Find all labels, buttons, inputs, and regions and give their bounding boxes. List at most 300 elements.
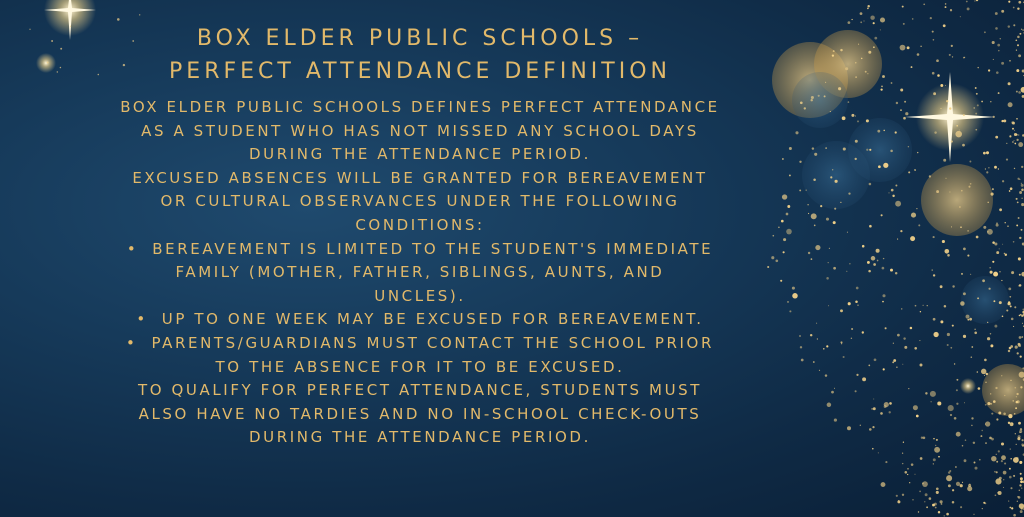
gold-dust-particle [908, 146, 909, 147]
gold-dust-particle [855, 115, 856, 116]
gold-dust-particle [880, 412, 883, 415]
gold-dust-particle [897, 334, 900, 337]
gold-dust-particle [1014, 413, 1016, 415]
gold-dust-particle [855, 76, 857, 78]
gold-dust-particle [1016, 118, 1018, 120]
gold-dust-particle [996, 454, 997, 455]
gold-dust-particle [883, 368, 885, 370]
gold-dust-particle [1005, 222, 1006, 223]
gold-dust-particle [1017, 501, 1018, 502]
excused-paragraph [40, 167, 800, 238]
gold-dust-particle [848, 21, 851, 24]
intro-line: DURING THE ATTENDANCE PERIOD. [249, 145, 591, 164]
gold-dust-particle [996, 461, 998, 463]
gold-dust-particle [988, 288, 990, 290]
gold-dust-particle [1021, 166, 1023, 168]
gold-dust-particle [840, 341, 842, 343]
gold-dust-particle [973, 107, 974, 108]
gold-dust-particle [950, 414, 952, 416]
gold-dust-particle [895, 185, 897, 187]
gold-dust-particle [930, 17, 932, 19]
gold-dust-particle [990, 344, 993, 347]
gold-dust-particle [813, 361, 815, 363]
gold-dust-particle [1020, 480, 1023, 483]
bullet-dot-icon: • [136, 310, 148, 329]
gold-dust-particle [987, 202, 988, 203]
gold-dust-particle [814, 153, 817, 156]
gold-dust-particle [993, 400, 996, 403]
gold-dust-particle [883, 258, 884, 259]
gold-dust-particle [932, 269, 933, 270]
gold-dust-particle [1006, 309, 1008, 311]
gold-dust-particle [1021, 336, 1023, 338]
gold-dust-particle [1018, 134, 1019, 135]
gold-dust-particle [962, 482, 963, 483]
gold-dust-particle [1017, 44, 1019, 46]
excused-line: EXCUSED ABSENCES WILL BE GRANTED FOR BEREAVEMENT [132, 168, 708, 187]
gold-dust-particle [29, 29, 30, 30]
gold-dust-particle [977, 104, 979, 106]
gold-dust-particle [1015, 387, 1017, 389]
gold-dust-particle [1009, 468, 1011, 470]
gold-dust-particle [838, 87, 841, 90]
gold-dust-particle [869, 225, 872, 228]
gold-dust-particle [1016, 139, 1018, 141]
gold-dust-particle [855, 390, 857, 392]
gold-dust-particle [1004, 395, 1005, 396]
gold-dust-particle [834, 208, 836, 210]
gold-dust-particle [1009, 135, 1011, 137]
gold-dust-particle [998, 491, 1002, 495]
bullet-line: TO THE ABSENCE FOR IT TO BE EXCUSED. [215, 357, 625, 376]
gold-dust-particle [923, 3, 925, 5]
gold-dust-particle [960, 301, 964, 305]
gold-dust-particle [823, 348, 825, 350]
gold-dust-particle [949, 470, 951, 472]
excused-line: CONDITIONS: [355, 215, 485, 234]
gold-dust-particle [977, 371, 979, 373]
gold-dust-particle [1008, 25, 1010, 27]
gold-dust-particle [974, 0, 975, 1]
gold-dust-particle [1013, 140, 1014, 141]
gold-dust-particle [935, 445, 936, 446]
gold-dust-particle [902, 463, 903, 464]
gold-dust-particle [892, 361, 894, 363]
gold-dust-particle [1003, 487, 1004, 488]
gold-dust-particle [893, 359, 896, 362]
gold-dust-particle [863, 20, 864, 21]
gold-dust-particle [1011, 318, 1014, 321]
gold-dust-particle [1001, 280, 1002, 281]
gold-dust-particle [811, 96, 814, 99]
intro-line: BOX ELDER PUBLIC SCHOOLS DEFINES PERFECT ATTENDANCE [120, 98, 720, 116]
gold-dust-particle [1017, 7, 1019, 9]
gold-dust-particle [873, 263, 876, 266]
gold-dust-particle [990, 101, 991, 102]
gold-dust-particle [954, 417, 957, 420]
gold-dust-particle [828, 262, 829, 263]
gold-dust-particle [828, 305, 829, 306]
gold-dust-particle [956, 403, 958, 405]
gold-dust-particle [996, 471, 998, 473]
gold-dust-particle [987, 402, 990, 405]
gold-dust-particle [1018, 1, 1021, 4]
gold-dust-particle [826, 277, 829, 280]
gold-dust-particle [940, 320, 943, 323]
gold-dust-particle [948, 484, 951, 487]
gold-dust-particle [984, 375, 985, 376]
gold-dust-particle [1010, 422, 1014, 426]
gold-dust-particle [874, 37, 877, 40]
gold-dust-particle [896, 495, 898, 497]
gold-dust-particle [922, 481, 928, 487]
gold-dust-particle [936, 487, 939, 490]
gold-dust-particle [933, 274, 935, 276]
gold-dust-particle [826, 218, 829, 221]
gold-dust-particle [971, 356, 973, 358]
gold-dust-particle [1013, 457, 1019, 463]
gold-dust-particle [1015, 407, 1017, 409]
gold-dust-particle [969, 318, 972, 321]
gold-dust-particle [910, 327, 913, 330]
gold-dust-particle [1012, 128, 1014, 130]
gold-dust-particle [985, 442, 986, 443]
list-item [40, 238, 800, 309]
gold-dust-particle [825, 147, 826, 148]
title-line-1: BOX ELDER PUBLIC SCHOOLS – [196, 26, 644, 51]
gold-dust-particle [1014, 306, 1016, 308]
gold-dust-particle [1016, 393, 1018, 395]
gold-dust-particle [1019, 274, 1021, 276]
gold-dust-particle [973, 442, 975, 444]
gold-dust-particle [824, 95, 826, 97]
gold-dust-particle [888, 192, 889, 193]
gold-dust-particle [992, 241, 995, 244]
gold-dust-particle [890, 269, 893, 272]
gold-dust-particle [1017, 437, 1020, 440]
gold-dust-particle [1014, 130, 1015, 131]
gold-dust-particle [903, 117, 906, 120]
gold-dust-particle [867, 5, 869, 7]
gold-dust-particle [995, 478, 1001, 484]
gold-dust-particle [975, 87, 977, 89]
gold-dust-particle [881, 214, 883, 216]
gold-dust-particle [847, 232, 848, 233]
gold-dust-particle [999, 248, 1000, 249]
gold-dust-particle [891, 82, 893, 84]
gold-dust-particle [896, 102, 898, 104]
gold-dust-particle [993, 116, 995, 118]
gold-dust-particle [800, 101, 803, 104]
gold-dust-particle [945, 249, 950, 254]
gold-dust-particle [920, 364, 923, 367]
gold-dust-particle [816, 323, 817, 324]
gold-dust-particle [867, 7, 869, 9]
gold-dust-particle [841, 343, 842, 344]
gold-dust-particle [871, 408, 873, 410]
gold-dust-particle [1016, 49, 1017, 50]
gold-dust-particle [1016, 224, 1018, 226]
bullet-line: UP TO ONE WEEK MAY BE EXCUSED FOR BEREAVEMENT. [161, 310, 704, 329]
gold-dust-particle [810, 99, 812, 101]
gold-dust-particle [914, 474, 915, 475]
gold-dust-particle [871, 256, 876, 261]
gold-dust-particle [992, 41, 995, 44]
gold-dust-particle [1015, 433, 1016, 434]
gold-dust-particle [947, 344, 949, 346]
gold-dust-particle [1018, 142, 1023, 147]
gold-dust-particle [1001, 120, 1003, 122]
gold-dust-particle [905, 112, 908, 115]
gold-dust-particle [948, 405, 954, 411]
gold-dust-particle [891, 189, 894, 192]
gold-dust-particle [869, 428, 872, 431]
gold-dust-particle [932, 72, 935, 75]
gold-dust-particle [943, 159, 946, 162]
gold-dust-particle [993, 272, 998, 277]
gold-dust-particle [985, 404, 987, 406]
gold-dust-particle [1019, 461, 1022, 464]
gold-dust-particle [857, 304, 859, 306]
gold-dust-particle [984, 359, 987, 362]
gold-dust-particle [851, 19, 852, 20]
gold-dust-particle [1014, 168, 1015, 169]
gold-dust-particle [962, 445, 964, 447]
gold-dust-particle [1017, 178, 1019, 180]
gold-dust-particle [956, 389, 958, 391]
gold-dust-particle [933, 332, 938, 337]
gold-dust-particle [1016, 134, 1018, 136]
gold-dust-particle [950, 9, 952, 11]
gold-dust-particle [960, 16, 961, 17]
gold-dust-particle [923, 436, 926, 439]
gold-dust-particle [911, 66, 913, 68]
gold-dust-particle [808, 213, 809, 214]
gold-dust-particle [908, 388, 909, 389]
gold-dust-particle [930, 391, 936, 397]
gold-dust-particle [999, 271, 1000, 272]
gold-dust-particle [1017, 496, 1018, 497]
gold-dust-particle [848, 101, 850, 103]
gold-dust-particle [955, 131, 961, 137]
gold-dust-particle [911, 463, 914, 466]
gold-dust-particle [947, 333, 950, 336]
gold-dust-particle [896, 367, 897, 368]
gold-dust-particle [1021, 29, 1022, 30]
gold-dust-particle [1001, 375, 1002, 376]
gold-dust-particle [1018, 54, 1021, 57]
gold-dust-particle [1018, 422, 1021, 425]
gold-dust-particle [967, 255, 969, 257]
gold-dust-particle [139, 14, 140, 15]
gold-dust-particle [897, 239, 898, 240]
gold-dust-particle [1007, 226, 1008, 227]
gold-dust-particle [833, 267, 836, 270]
gold-dust-particle [1001, 460, 1003, 462]
text-content [40, 22, 800, 450]
gold-dust-particle [814, 225, 816, 227]
gold-dust-particle [967, 230, 969, 232]
gold-dust-particle [985, 382, 986, 383]
gold-dust-particle [991, 438, 994, 441]
gold-dust-particle [916, 415, 919, 418]
gold-dust-particle [1017, 400, 1020, 403]
gold-dust-particle [937, 74, 940, 77]
gold-dust-particle [980, 435, 982, 437]
gold-dust-particle [931, 401, 932, 402]
gold-dust-particle [1003, 479, 1004, 480]
gold-dust-particle [1022, 439, 1024, 441]
gold-dust-particle [935, 507, 937, 509]
gold-dust-particle [1001, 62, 1004, 65]
gold-dust-particle [951, 140, 953, 142]
gold-dust-particle [977, 67, 978, 68]
gold-dust-particle [938, 511, 940, 513]
gold-dust-particle [987, 337, 990, 340]
gold-dust-particle [967, 319, 969, 321]
gold-dust-particle [862, 245, 865, 248]
gold-dust-particle [840, 309, 843, 312]
gold-dust-particle [925, 392, 927, 394]
gold-dust-particle [812, 147, 814, 149]
gold-dust-particle [830, 111, 831, 112]
gold-dust-particle [900, 230, 902, 232]
gold-dust-particle [994, 471, 996, 473]
gold-dust-particle [956, 482, 960, 486]
gold-dust-particle [873, 46, 875, 48]
gold-dust-particle [945, 85, 946, 86]
gold-dust-particle [898, 500, 899, 501]
gold-dust-particle [1017, 352, 1019, 354]
gold-dust-particle [950, 347, 952, 349]
gold-dust-particle [862, 331, 864, 333]
gold-dust-particle [998, 168, 999, 169]
gold-dust-particle [848, 192, 850, 194]
gold-dust-particle [938, 456, 940, 458]
gold-dust-particle [1010, 458, 1012, 460]
gold-dust-particle [983, 152, 986, 155]
gold-dust-particle [869, 149, 871, 151]
gold-dust-particle [964, 402, 965, 403]
gold-dust-particle [908, 171, 910, 173]
gold-dust-particle [826, 345, 828, 347]
gold-dust-particle [885, 461, 887, 463]
gold-dust-particle [835, 180, 838, 183]
gold-dust-particle [1004, 462, 1006, 464]
list-item [40, 308, 800, 332]
gold-dust-particle [969, 161, 971, 163]
gold-dust-particle [991, 413, 993, 415]
gold-dust-particle [903, 23, 905, 25]
gold-dust-particle [1010, 380, 1011, 381]
gold-dust-particle [878, 452, 879, 453]
gold-dust-particle [963, 292, 966, 295]
gold-dust-particle [1013, 24, 1015, 26]
gold-dust-particle [926, 506, 928, 508]
gold-dust-particle [967, 7, 970, 10]
gold-dust-particle [944, 305, 947, 308]
gold-dust-particle [956, 432, 961, 437]
gold-dust-particle [817, 338, 818, 339]
intro-paragraph [40, 96, 800, 167]
gold-dust-particle [936, 190, 939, 193]
gold-dust-particle [934, 447, 940, 453]
gold-dust-particle [1013, 400, 1014, 401]
gold-dust-particle [877, 130, 880, 133]
title-line-2: PERFECT ATTENDANCE DEFINITION [169, 59, 671, 84]
closing-line: ALSO HAVE NO TARDIES AND NO IN-SCHOOL CHECK-OUTS [138, 404, 702, 423]
gold-dust-particle [982, 279, 985, 282]
gold-dust-particle [956, 379, 958, 381]
gold-dust-particle [914, 169, 916, 171]
gold-dust-particle [1016, 69, 1019, 72]
gold-dust-particle [929, 497, 932, 500]
gold-dust-particle [834, 388, 835, 389]
gold-dust-particle [866, 149, 868, 151]
gold-dust-particle [907, 46, 910, 49]
gold-dust-particle [975, 467, 978, 470]
gold-dust-particle [962, 144, 965, 147]
gold-dust-particle [997, 44, 1000, 47]
gold-dust-particle [1020, 386, 1022, 388]
gold-dust-particle [909, 482, 910, 483]
gold-dust-particle [927, 305, 928, 306]
gold-dust-particle [936, 59, 939, 62]
gold-dust-particle [936, 439, 938, 441]
gold-dust-particle [1016, 91, 1018, 93]
gold-dust-particle [985, 424, 986, 425]
gold-dust-particle [1003, 413, 1006, 416]
gold-dust-particle [971, 425, 973, 427]
list-item [40, 332, 800, 379]
gold-dust-particle [918, 511, 919, 512]
gold-dust-particle [900, 89, 903, 92]
gold-dust-particle [959, 130, 960, 131]
gold-dust-particle [855, 140, 858, 143]
gold-dust-particle [1008, 82, 1011, 85]
gold-dust-particle [1022, 323, 1023, 324]
gold-dust-particle [1020, 355, 1022, 357]
gold-dust-particle [940, 285, 943, 288]
gold-dust-particle [912, 18, 914, 20]
gold-dust-particle [860, 21, 862, 23]
gold-dust-particle [952, 325, 954, 327]
page-title [40, 22, 800, 88]
gold-dust-particle [949, 191, 950, 192]
gold-dust-particle [851, 338, 852, 339]
gold-dust-particle [959, 206, 961, 208]
gold-dust-particle [858, 44, 859, 45]
gold-dust-particle [981, 430, 982, 431]
gold-dust-particle [1018, 343, 1021, 346]
gold-dust-particle [873, 407, 876, 410]
gold-dust-particle [895, 131, 897, 133]
gold-dust-particle [996, 71, 999, 74]
gold-dust-particle [940, 108, 941, 109]
gold-dust-particle [1010, 345, 1013, 348]
gold-dust-particle [880, 17, 885, 22]
gold-dust-particle [868, 270, 871, 273]
gold-dust-particle [892, 195, 894, 197]
gold-dust-particle [995, 494, 997, 496]
gold-dust-particle [813, 178, 816, 181]
gold-dust-particle [895, 272, 897, 274]
gold-dust-particle [999, 301, 1002, 304]
gold-dust-particle [902, 494, 904, 496]
gold-dust-particle [951, 226, 952, 227]
gold-dust-particle [963, 335, 966, 338]
gold-dust-particle [973, 514, 974, 515]
